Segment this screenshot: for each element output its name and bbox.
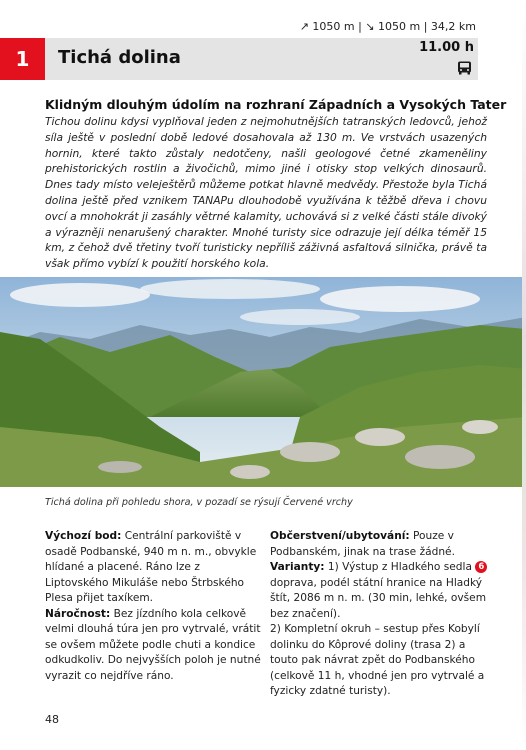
variant-1-text-a: 1) Výstup z Hladkého sedla	[327, 561, 472, 573]
bus-icon	[457, 61, 472, 75]
variants	[270, 560, 488, 622]
info-column-left	[45, 529, 263, 684]
route-time: 11.00 h	[419, 40, 474, 55]
variant-1-text-b: doprava, podél státní hranice na Hladký štít, 2086 m n. m. (30 min, lehké, ovšem bez značení).	[270, 576, 487, 620]
food-text: Pouze v Podbanském, jinak na trase žádné.	[270, 530, 455, 558]
route-ref-badge: 6	[475, 561, 487, 573]
route-subtitle: Klidným dlouhým údolím na rozhraní Západních a Vysokých Tater	[45, 97, 507, 112]
food-label: Občerstvení/ubytování:	[270, 530, 410, 542]
photo-caption: Tichá dolina při pohledu shora, v pozadí se rýsují Červené vrchy	[45, 497, 353, 508]
start-point	[45, 529, 263, 607]
page-number: 48	[45, 713, 59, 726]
food-lodging	[270, 529, 488, 560]
page-edge-decoration	[522, 0, 526, 750]
route-stats: ↗ 1050 m | ↘ 1050 m | 34,2 km	[299, 20, 476, 33]
variant-2: 2) Kompletní okruh – sestup přes Kobylí dolinku do Kôprové doliny (trasa 2) a touto pak návrat zpět do Podbanského (celkově 11 h, vhodné jen pro vytrvalé a fyzicky zdatné turisty).	[270, 623, 485, 697]
start-label: Výchozí bod:	[45, 530, 122, 542]
intro-text: Tichou dolinu kdysi vyplňoval jeden z nejmohutnějších tatranských ledovců, jehož síla ještě v poslední době ledové dosahovala až 130 m. Ve vrstvách usazených hornin, které takto zůstaly nedotčeny, našli geologové četné zkameněliny prehistorických rostlin a živočichů, mimo jiné i otisky stop velkých dinosaurů. Dnes tady místo veleještěrů můžeme potkat hlavně medvědy. Přestože byla Tichá dolina ještě před vznikem TANAPu dlouhodobě využívána k těžbě dřeva i chovu ovcí a mnohokrát ji zasáhly větrné kalamity, uchovává si z velké části stále divoký a výrazněji nenarušený charakter. Mnohé turisty sice odrazuje její délka téměř 15 km, z čehož dvě třetiny tvoří turisticky nepříliš záživná asfaltová silnička, právě ta však přímo vybízí k použití horského kola.	[45, 115, 487, 271]
variants-label: Varianty:	[270, 561, 325, 573]
difficulty	[45, 607, 263, 685]
title-bar	[0, 38, 478, 80]
page-title: Tichá dolina	[58, 47, 181, 68]
landscape-photo	[0, 277, 526, 487]
route-number-badge: 1	[0, 38, 45, 80]
difficulty-label: Náročnost:	[45, 607, 111, 620]
difficulty-text: Bez jízdního kola celkově velmi dlouhá túra jen pro vytrvalé, vrátit se ovšem můžete podle chuti a kondice odkudkoliv. Do nejvyšších poloh je nutné vyrazit co nejdříve ráno.	[45, 607, 261, 682]
info-column-right	[270, 529, 488, 700]
start-text: Centrální parkoviště v osadě Podbanské, 940 m n. m., obvykle hlídané a placené. Ráno lze z Liptovského Mikuláše nebo Štrbského Plesa přijet taxíkem.	[45, 530, 257, 604]
